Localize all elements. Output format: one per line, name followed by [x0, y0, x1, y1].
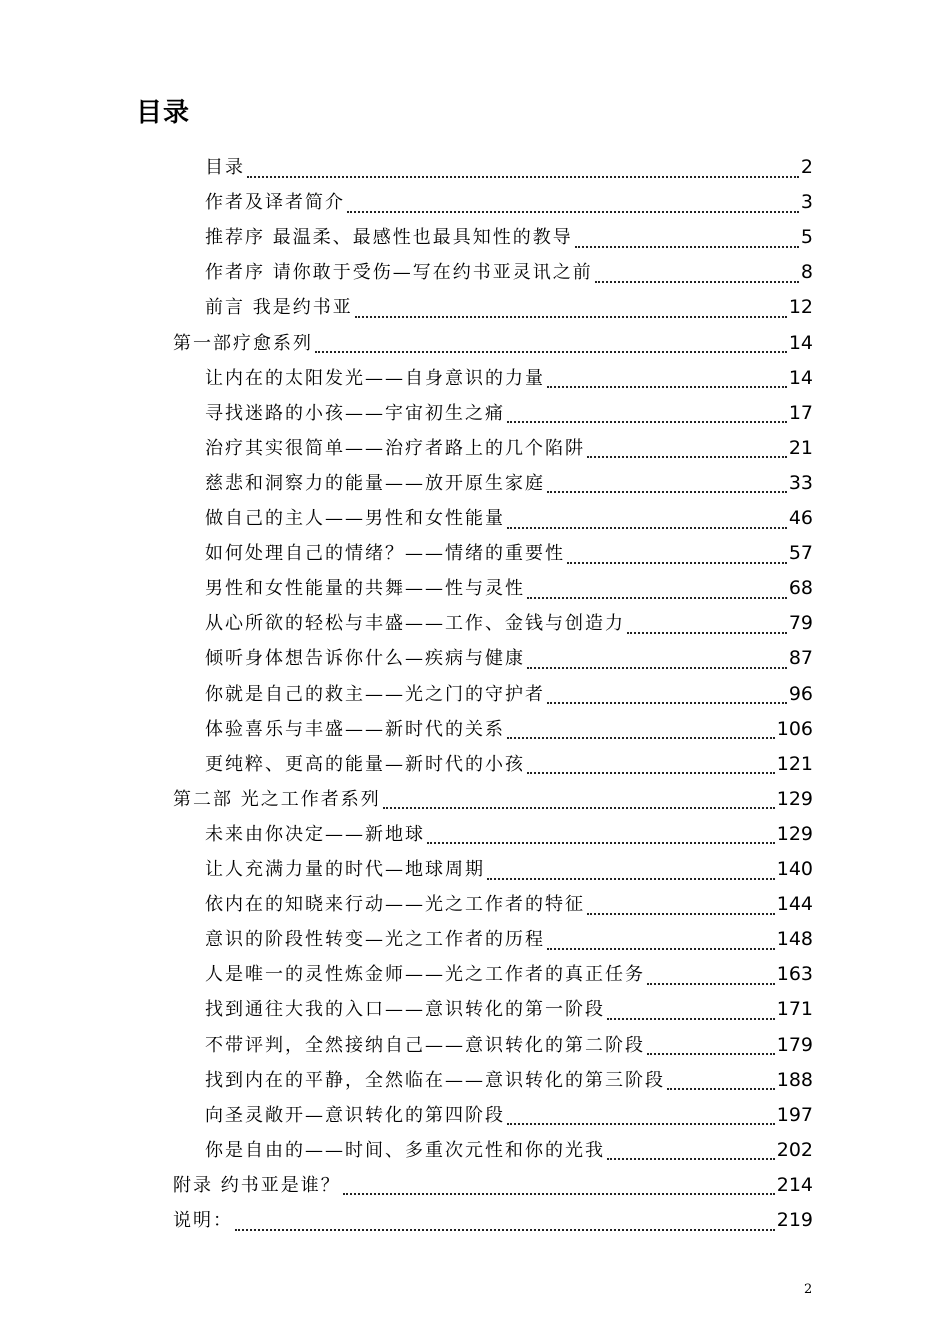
dot-leader	[547, 948, 775, 950]
dot-leader	[355, 316, 787, 318]
toc-entry-label: 寻找迷路的小孩——宇宙初生之痛	[205, 402, 505, 424]
toc-entry-page: 197	[776, 1103, 813, 1126]
toc-entry-page: 219	[776, 1209, 813, 1231]
toc-entry-label: 第二部 光之工作者系列	[173, 788, 381, 810]
toc-entry-page: 79	[788, 612, 813, 635]
toc-entry[interactable]	[205, 220, 813, 255]
toc-entry[interactable]	[205, 150, 813, 185]
toc-entry-label: 不带评判，全然接纳自己——意识转化的第二阶段	[205, 1034, 645, 1056]
toc-entry[interactable]	[205, 571, 813, 606]
toc-entry[interactable]	[205, 852, 813, 887]
toc-entry-label: 让人充满力量的时代—地球周期	[205, 859, 485, 880]
toc-entry-page: 17	[788, 401, 813, 424]
toc-entry[interactable]	[205, 1133, 813, 1168]
toc-entry-page: 171	[776, 998, 813, 1021]
dot-leader	[487, 878, 775, 880]
toc-entry-page: 87	[788, 647, 813, 670]
toc-entry-label: 慈悲和洞察力的能量——放开原生家庭	[205, 472, 545, 494]
dot-leader	[547, 386, 787, 388]
dot-leader	[527, 597, 787, 599]
toc-entry[interactable]	[205, 992, 813, 1027]
dot-leader	[667, 1088, 775, 1090]
page-title: 目录	[136, 98, 191, 128]
toc-entry[interactable]	[205, 887, 813, 922]
toc-entry[interactable]	[205, 1063, 813, 1098]
dot-leader	[647, 1053, 775, 1055]
toc-entry[interactable]	[205, 431, 813, 466]
toc-entry[interactable]	[205, 501, 813, 536]
toc-entry-page: 202	[776, 1138, 813, 1161]
dot-leader	[315, 351, 787, 353]
toc-entry-page: 121	[776, 752, 813, 775]
toc-entry-label: 你是自由的——时间、多重次元性和你的光我	[205, 1139, 605, 1161]
dot-leader	[507, 737, 775, 739]
toc-entry-label: 未来由你决定——新地球	[205, 823, 425, 845]
dot-leader	[587, 456, 787, 458]
toc-entry-label: 作者及译者简介	[205, 192, 345, 214]
toc-entry-label: 人是唯一的灵性炼金师——光之工作者的真正任务	[205, 964, 645, 986]
toc-entry-page: 12	[788, 296, 813, 319]
dot-leader	[575, 246, 799, 248]
toc-entry[interactable]	[205, 185, 813, 220]
toc-entry[interactable]	[173, 1203, 813, 1238]
toc-entry-page: 5	[800, 226, 813, 249]
toc-entry[interactable]	[173, 1168, 813, 1203]
dot-leader	[527, 667, 787, 669]
toc-entry-label: 如何处理自己的情绪？——情绪的重要性	[205, 543, 565, 565]
toc-entry-label: 找到通往大我的入口——意识转化的第一阶段	[205, 999, 605, 1021]
toc-entry[interactable]	[205, 396, 813, 431]
page-number: 2	[804, 1282, 813, 1297]
toc-entry-label: 意识的阶段性转变—光之工作者的历程	[205, 929, 545, 951]
toc-entry[interactable]	[173, 326, 813, 361]
toc-entry-label: 倾听身体想告诉你什么—疾病与健康	[205, 648, 525, 670]
toc-entry[interactable]	[205, 712, 813, 747]
dot-leader	[347, 211, 799, 213]
dot-leader	[507, 1123, 775, 1125]
dot-leader	[507, 527, 787, 529]
toc-entry[interactable]	[205, 255, 813, 290]
toc-entry-page: 106	[776, 717, 813, 740]
toc-entry[interactable]	[205, 641, 813, 676]
toc-entry-page: 214	[776, 1173, 813, 1196]
toc-entry-page: 2	[800, 156, 813, 178]
toc-entry[interactable]	[205, 957, 813, 992]
toc-entry-label: 做自己的主人——男性和女性能量	[205, 508, 505, 529]
toc-entry-label: 从心所欲的轻松与丰盛——工作、金钱与创造力	[205, 613, 625, 635]
toc-entry-label: 治疗其实很简单——治疗者路上的几个陷阱	[205, 437, 585, 459]
dot-leader	[507, 421, 787, 423]
toc-entry-label: 目录	[205, 157, 245, 178]
toc-entry-label: 找到内在的平静，全然临在——意识转化的第三阶段	[205, 1069, 665, 1091]
toc-entry[interactable]	[205, 361, 813, 396]
toc-entry-label: 更纯粹、更高的能量—新时代的小孩	[205, 753, 525, 775]
toc-entry[interactable]	[205, 466, 813, 501]
dot-leader	[427, 842, 775, 844]
dot-leader	[607, 1158, 775, 1160]
toc-entry-label: 依内在的知晓来行动——光之工作者的特征	[205, 894, 585, 916]
toc-entry-label: 说明：	[173, 1210, 233, 1231]
toc-entry-page: 21	[788, 436, 813, 459]
toc-entry-page: 57	[788, 542, 813, 565]
toc-entry[interactable]	[205, 1028, 813, 1063]
toc-entry-label: 前言 我是约书亚	[205, 297, 353, 319]
toc-entry-page: 3	[800, 191, 813, 214]
toc-entry-page: 140	[776, 858, 813, 880]
toc-entry-label: 男性和女性能量的共舞——性与灵性	[205, 578, 525, 600]
toc-entry-page: 148	[776, 928, 813, 951]
toc-entry[interactable]	[205, 536, 813, 571]
dot-leader	[567, 562, 787, 564]
toc-entry[interactable]	[205, 677, 813, 712]
dot-leader	[247, 176, 799, 178]
toc-entry[interactable]	[205, 290, 813, 325]
toc-entry-page: 8	[800, 261, 813, 284]
toc-entry-page: 188	[776, 1068, 813, 1091]
toc-entry[interactable]	[205, 1098, 813, 1133]
toc-entry-label: 体验喜乐与丰盛——新时代的关系	[205, 718, 505, 740]
toc-entry[interactable]	[173, 782, 813, 817]
toc-entry-page: 144	[776, 893, 813, 916]
dot-leader	[343, 1193, 775, 1195]
toc-entry-page: 129	[776, 822, 813, 845]
dot-leader	[647, 983, 775, 985]
toc-entry-page: 129	[776, 787, 813, 810]
toc-entry-label: 你就是自己的救主——光之门的守护者	[205, 683, 545, 705]
dot-leader	[547, 491, 787, 493]
toc-entry-page: 14	[788, 331, 813, 354]
toc-entry-page: 14	[788, 366, 813, 389]
dot-leader	[627, 632, 787, 634]
toc-entry-page: 33	[788, 471, 813, 494]
toc-entry-label: 推荐序 最温柔、最感性也最具知性的教导	[205, 227, 573, 249]
toc-entry-label: 第一部疗愈系列	[173, 332, 313, 354]
toc-entry-page: 68	[788, 577, 813, 600]
toc-entry-page: 163	[776, 963, 813, 986]
dot-leader	[607, 1018, 775, 1020]
toc-entry-label: 附录 约书亚是谁？	[173, 1174, 341, 1196]
toc-entry-label: 让内在的太阳发光——自身意识的力量	[205, 367, 545, 389]
toc-entry[interactable]	[205, 922, 813, 957]
dot-leader	[587, 913, 775, 915]
dot-leader	[235, 1229, 775, 1231]
dot-leader	[383, 807, 775, 809]
toc-entry[interactable]	[205, 747, 813, 782]
toc-entry[interactable]	[205, 817, 813, 852]
toc-entry[interactable]	[205, 606, 813, 641]
dot-leader	[595, 281, 799, 283]
toc-entry-label: 向圣灵敞开—意识转化的第四阶段	[205, 1104, 505, 1126]
toc-entry-page: 46	[788, 507, 813, 529]
dot-leader	[547, 702, 787, 704]
toc-entry-page: 96	[788, 682, 813, 705]
dot-leader	[527, 772, 775, 774]
toc-entry-label: 作者序 请你敢于受伤—写在约书亚灵讯之前	[205, 262, 593, 284]
toc-entry-page: 179	[776, 1033, 813, 1056]
